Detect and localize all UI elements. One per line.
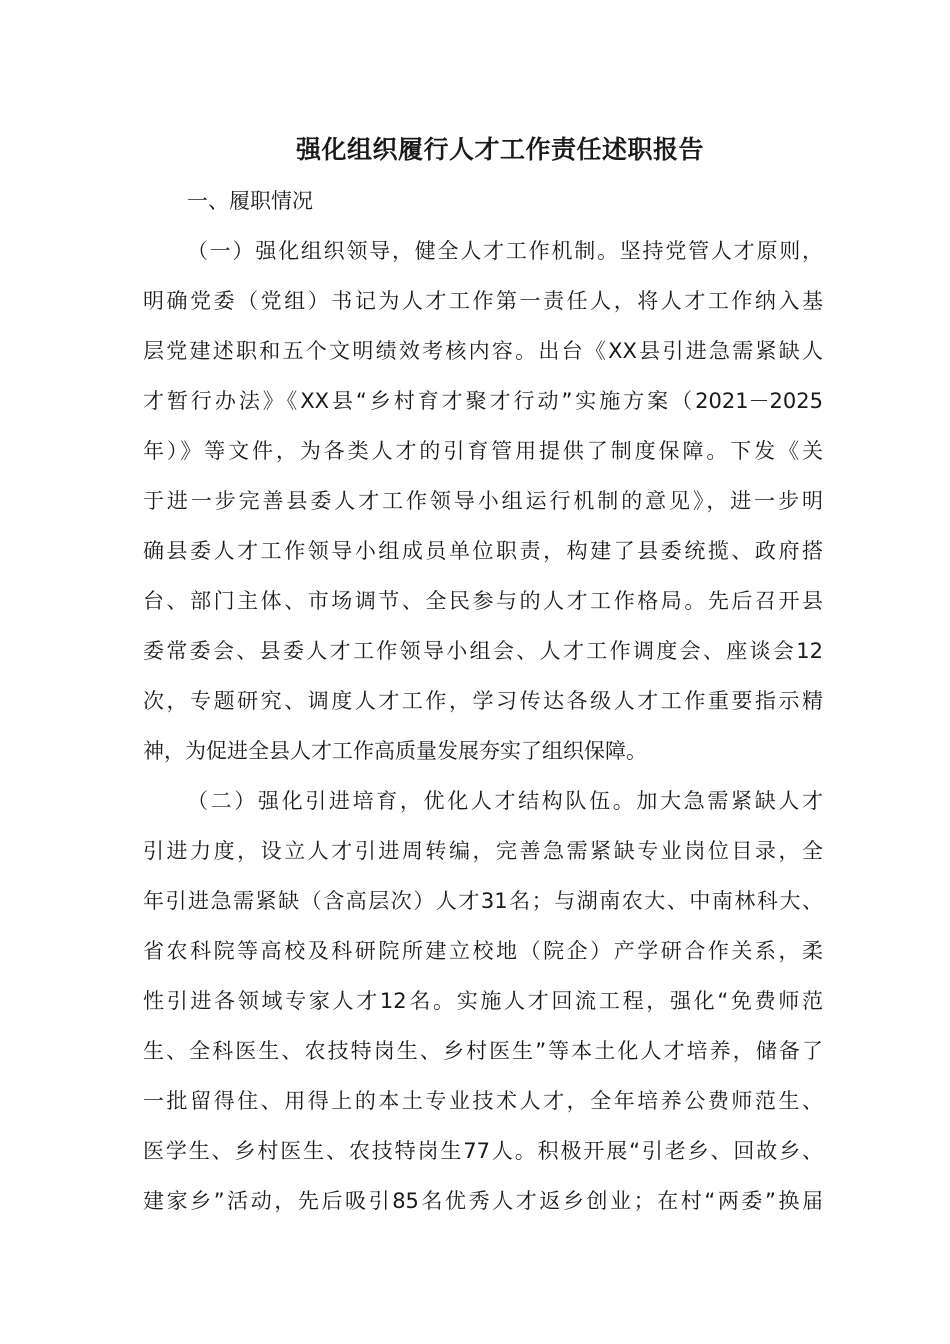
paragraph-line: 次，专题研究、调度人才工作，学习传达各级人才工作重要指示精 — [143, 689, 823, 713]
paragraph-line: 才暂行办法》《XX县“乡村育才聚才行动”实施方案（2021－2025 — [143, 389, 823, 413]
paragraph-line: 医学生、乡村医生、农技特岗生77人。积极开展“引老乡、回故乡、 — [143, 1139, 823, 1163]
paragraph-line: 神，为促进全县人才工作高质量发展夯实了组织保障。 — [143, 739, 647, 763]
paragraph-line: 明确党委（党组）书记为人才工作第一责任人，将人才工作纳入基 — [143, 289, 823, 313]
paragraph-line: 性引进各领域专家人才12名。实施人才回流工程，强化“免费师范 — [143, 989, 823, 1013]
paragraph-line: 省农科院等高校及科研院所建立校地（院企）产学研合作关系，柔 — [143, 939, 823, 963]
paragraph-line: 台、部门主体、市场调节、全民参与的人才工作格局。先后召开县 — [143, 589, 823, 613]
section-heading: 一、履职情况 — [187, 189, 313, 213]
paragraph-line: 于进一步完善县委人才工作领导小组运行机制的意见》，进一步明 — [143, 489, 823, 513]
paragraph-line: （二）强化引进培育，优化人才结构队伍。加大急需紧缺人才 — [187, 789, 823, 813]
paragraph-line: 生、全科医生、农技特岗生、乡村医生”等本土化人才培养，储备了 — [143, 1039, 823, 1063]
paragraph-line: 引进力度，设立人才引进周转编，完善急需紧缺专业岗位目录，全 — [143, 839, 823, 863]
paragraph-line: （一）强化组织领导，健全人才工作机制。坚持党管人才原则， — [187, 239, 823, 263]
paragraph-line: 年引进急需紧缺（含高层次）人才31名；与湖南农大、中南林科大、 — [143, 889, 823, 913]
paragraph-line: 委常委会、县委人才工作领导小组会、人才工作调度会、座谈会12 — [143, 639, 823, 663]
paragraph-line: 层党建述职和五个文明绩效考核内容。出台《XX县引进急需紧缺人 — [143, 339, 823, 363]
paragraph-line: 确县委人才工作领导小组成员单位职责，构建了县委统揽、政府搭 — [143, 539, 823, 563]
paragraph-line: 建家乡”活动，先后吸引85名优秀人才返乡创业；在村“两委”换届 — [143, 1189, 823, 1213]
document-title: 强化组织履行人才工作责任述职报告 — [295, 135, 704, 164]
paragraph-line: 年）》等文件，为各类人才的引育管用提供了制度保障。下发《关 — [143, 439, 823, 463]
paragraph-line: 一批留得住、用得上的本土专业技术人才，全年培养公费师范生、 — [143, 1089, 823, 1113]
